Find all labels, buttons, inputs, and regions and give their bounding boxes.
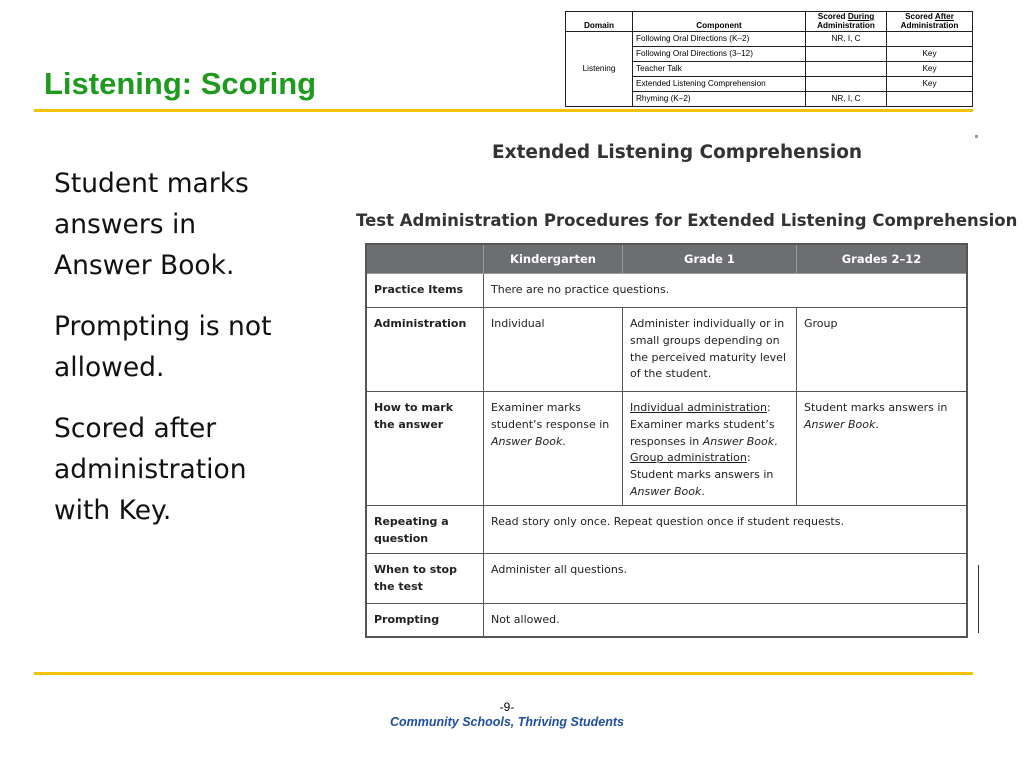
- procedures-row-stopping: [366, 553, 967, 603]
- summary-component: Following Oral Directions (K–2): [633, 32, 806, 47]
- procedures-row-practice: [366, 274, 967, 308]
- summary-component: Rhyming (K–2): [633, 92, 806, 107]
- page-number: -9-: [499, 700, 515, 714]
- summary-component: Teacher Talk: [633, 62, 806, 77]
- prompting-cell: Not allowed.: [484, 603, 968, 637]
- row-header: Administration: [366, 308, 484, 392]
- repeating-cell: Read story only once. Repeat question once if student requests.: [484, 505, 968, 553]
- top-divider: [34, 109, 973, 112]
- procedures-row-prompting: [366, 603, 967, 637]
- scoring-summary-table: [565, 11, 973, 107]
- procedures-row-marking: [366, 392, 967, 506]
- procedures-header-grade-1: Grade 1: [623, 244, 797, 274]
- section-heading: Extended Listening Comprehension: [492, 142, 863, 163]
- slide-title: Listening: Scoring: [44, 66, 317, 101]
- summary-component: Following Oral Directions (3–12): [633, 47, 806, 62]
- summary-during: NR, I, C: [806, 32, 887, 47]
- edge-line: [978, 565, 979, 633]
- summary-after: Key: [887, 47, 973, 62]
- summary-domain-cell: Listening: [566, 32, 633, 107]
- procedures-table-title: Test Administration Procedures for Extended Listening Comprehension: [356, 211, 1018, 230]
- stopping-cell: Administer all questions.: [484, 553, 968, 603]
- marking-kindergarten: Examiner marks student’s response in Answer Book.: [484, 392, 623, 506]
- summary-during: [806, 77, 887, 92]
- practice-cell: There are no practice questions.: [484, 274, 968, 308]
- administration-kindergarten: Individual: [484, 308, 623, 392]
- footer-tagline: Community Schools, Thriving Students: [389, 715, 625, 729]
- summary-header-during: Scored During Administration: [806, 12, 887, 32]
- row-header: How to mark the answer: [366, 392, 484, 506]
- procedures-row-administration: [366, 308, 967, 392]
- row-header: Practice Items: [366, 274, 484, 308]
- summary-after: [887, 32, 973, 47]
- summary-row: [566, 32, 973, 47]
- bullet-text: Student marks answers in Answer Book.: [54, 168, 249, 281]
- summary-header-component: Component: [633, 12, 806, 32]
- administration-grades-2-12: Group: [797, 308, 968, 392]
- row-header: Repeating a question: [366, 505, 484, 553]
- summary-after: [887, 92, 973, 107]
- procedures-header-kindergarten: Kindergarten: [484, 244, 623, 274]
- summary-during: [806, 47, 887, 62]
- summary-during: [806, 62, 887, 77]
- bullet-text: Prompting is not allowed.: [54, 311, 272, 383]
- summary-header-after: Scored After Administration: [887, 12, 973, 32]
- summary-header-row: [566, 12, 973, 32]
- procedures-row-repeating: [366, 505, 967, 553]
- summary-header-domain: Domain: [566, 12, 633, 32]
- marking-grades-2-12: Student marks answers in Answer Book.: [797, 392, 968, 506]
- procedures-table: [365, 243, 968, 638]
- row-header: When to stop the test: [366, 553, 484, 603]
- bottom-divider: [34, 672, 973, 675]
- row-header: Prompting: [366, 603, 484, 637]
- procedures-header-row: [366, 244, 967, 274]
- marking-grade-1: Individual administration: Examiner marks student’s responses in Answer Book. Group administration: Student marks answers in Answer Book.: [623, 392, 797, 506]
- summary-after: Key: [887, 62, 973, 77]
- body-text: [54, 163, 284, 551]
- administration-grade-1: Administer individually or in small groups depending on the perceived maturity level of the student.: [623, 308, 797, 392]
- summary-after: Key: [887, 77, 973, 92]
- procedures-header-grades-2-12: Grades 2–12: [797, 244, 968, 274]
- summary-during: NR, I, C: [806, 92, 887, 107]
- edge-mark: [975, 135, 978, 138]
- bullet-text: Scored after administration with Key.: [54, 413, 247, 526]
- summary-component: Extended Listening Comprehension: [633, 77, 806, 92]
- procedures-header-blank: [366, 244, 484, 274]
